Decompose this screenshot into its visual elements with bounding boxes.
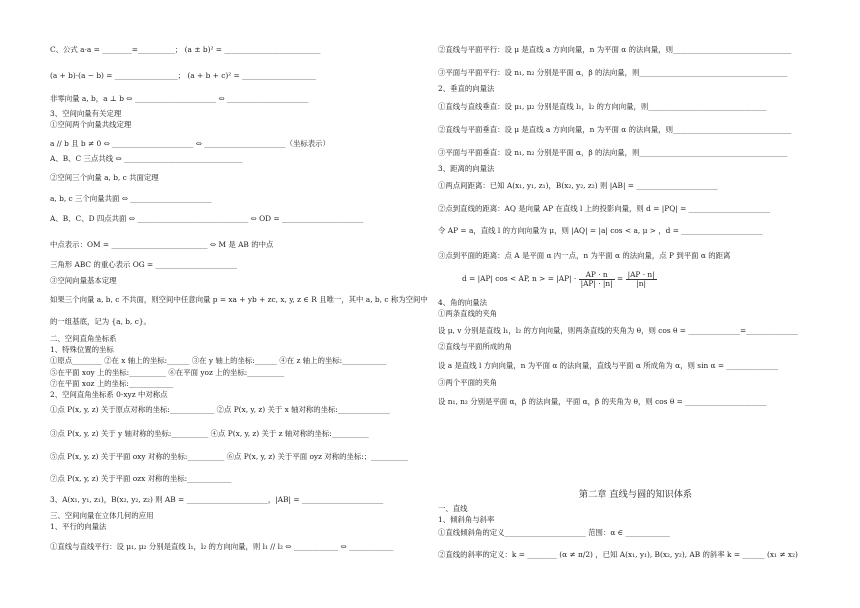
fraction-1-denominator: |AP| · |n| <box>580 278 613 288</box>
slope-x-condition: (x₁ ≠ x₂) <box>766 550 798 559</box>
fraction-2 <box>626 271 657 288</box>
line-plane-angle: 设 a 是直线 l 方向向量，n 为平面 α 的法向量，直线与平面 α 所成角为 α，则 sin α = ______________ <box>438 361 779 370</box>
plane-plane-perpendicular: ③平面与平面垂直：设 n₁, n₂ 分别是平面 α，β 的法向量，则________________________________________ <box>438 148 788 157</box>
section-heading: 3、空间向量有关定理 <box>50 109 122 118</box>
section-heading: 一、直线 <box>438 504 468 513</box>
section-heading: 二、空间直角坐标系 <box>50 334 117 343</box>
two-planes-angle: 设 n₁, n₂ 分别是平面 α，β 的法向量，平面 α，β 的夹角为 θ，则 cos θ = ______________________ <box>438 397 767 406</box>
slope-definition <box>438 545 798 565</box>
subheading: ②直线与平面所成的角 <box>438 342 512 351</box>
subheading: 1、特殊位置的坐标 <box>50 345 114 354</box>
symmetry-line-2: ③点 P(x, y, z) 关于 y 轴对称的坐标:__________ ④点 P(x, y, z) 关于 z 轴对称的坐标:__________ <box>50 429 369 438</box>
formula-dot-product-line: C、公式 a·a = ________=__________； (a ± b)² = __________________________ <box>50 45 321 54</box>
line-line-perpendicular: ①直线与直线垂直：设 μ₁, μ₂ 分别是直线 l₁，l₂ 的方向向量，则________________________________ <box>438 102 767 111</box>
two-point-distance: ①两点间距离：已知 A(x₁, y₁, z₁)，B(x₂, y₂, z₂) 则 |AB| = ______________________ <box>438 181 718 190</box>
slope-condition: (α ≠ π/2) <box>559 550 593 559</box>
fraction-2-denominator: |n| <box>636 278 646 288</box>
line-plane-perpendicular: ②直线与平面垂直：设 μ 是直线 a 方向向量，n 为平面 α 的法向量，则________________________________ <box>438 125 792 134</box>
symmetry-line-4: ⑦点 P(x, y, z) 关于平面 ozx 对称的坐标:____________ <box>50 474 232 483</box>
subheading: ③空间向量基本定理 <box>50 276 117 285</box>
special-coordinates-3: ⑦在平面 xoz 上的坐标:____________ <box>50 379 174 388</box>
coplanar-condition: a, b, c 三个向量共面 ⇔ ______________________ <box>50 194 212 203</box>
special-coordinates-2: ⑤在平面 xoy 上的坐标:__________ ⑥在平面 yoz 上的坐标:__________ <box>50 368 285 377</box>
point-plane-distance: ③点到平面的距离：点 A 是平面 α 内一点，n 为平面 α 的法向量，点 P 到平面 α 的距离 <box>438 251 731 260</box>
formula-product-line: (a + b)·(a − b) = _________________； (a + b + c)² = ____________________ <box>50 71 316 80</box>
midpoint-formula: 中点表示：OM = __________________________ ⇔ M 是 AB 的中点 <box>50 240 274 249</box>
three-points-collinear: A、B、C 三点共线 ⇔ ________________________________ <box>50 154 243 163</box>
centroid-formula: 三角形 ABC 的重心表示 OG = ______________________ <box>50 260 237 269</box>
subheading: ①空间两个向量共线定理 <box>50 120 132 129</box>
subheading: 2、垂直的向量法 <box>438 84 495 93</box>
point-line-distance-2: 令 AP = a，直线 l 的方向向量为 μ，则 |AQ| = |a| cos < a, μ > ，d = ______________________ <box>438 226 763 235</box>
inclination-definition: ①直线倾斜角的定义______________________ 范围：α ∈ ____________ <box>438 528 670 537</box>
fraction-2-numerator: |AP · n| <box>627 269 655 279</box>
line-plane-parallel: ②直线与平面平行：设 μ 是直线 a 方向向量，n 为平面 α 的法向量，则________________________________ <box>438 45 792 54</box>
slope-definition-text: ②直线的斜率的定义：k = ________ <box>438 550 557 559</box>
chapter-title: 第二章 直线与圆的知识体系 <box>578 489 693 500</box>
basis-theorem-cont: 的一组基底，记为 {a, b, c}。 <box>50 317 151 326</box>
subheading: ③两个平面的夹角 <box>438 378 498 387</box>
subheading: ①两条直线的夹角 <box>438 309 498 318</box>
perpendicular-condition: 非零向量 a, b，a ⊥ b ⇔ ______________________ ⇔ ______________________ <box>50 94 309 103</box>
symmetry-line-1: ①点 P(x, y, z) 关于原点对称的坐标:____________ ②点 P(x, y, z) 关于 x 轴对称的坐标:______________ <box>50 405 390 414</box>
fraction-1 <box>579 271 615 288</box>
point-line-distance: ②点到直线的距离：AQ 是向量 AP 在直线 l 上的投影向量，则 d = |PQ| = ______________________ <box>438 204 770 213</box>
subheading: 2、空间直角坐标系 0-xyz 中对称点 <box>50 390 168 399</box>
line-line-parallel: ①直线与直线平行：设 μ₁, μ₂ 分别是直线 l₁，l₂ 的方向向量，则 l₁ // l₂ ⇔ ____________ ⇔ ____________ <box>50 542 394 551</box>
two-lines-angle: 设 μ, v 分别是直线 l₁，l₂ 的方向向量，则两条直线的夹角为 θ，则 cos θ = ______________=______________ <box>438 326 798 335</box>
formula-left: d = |AP| cos < AP, n > = |AP| · <box>462 274 577 283</box>
symmetry-line-3: ⑤点 P(x, y, z) 关于平面 oxy 对称的坐标:__________ ⑥点 P(x, y, z) 关于平面 oyz 对称的坐标:；__________ <box>50 452 409 461</box>
collinear-condition: a // b 且 b ≠ 0 ⇔ ______________________ ⇔ ______________________（坐标表示） <box>50 139 330 148</box>
slope-two-points: ，已知 A(x₁, y₁), B(x₂, y₂), AB 的斜率 k = ______ <box>595 550 765 559</box>
point-plane-distance-formula <box>462 268 657 290</box>
plane-plane-parallel: ③平面与平面平行：设 n₁, n₂ 分别是平面 α，β 的法向量，则________________________________________ <box>438 68 788 77</box>
subheading: ②空间三个向量 a, b, c 共面定理 <box>50 173 159 182</box>
four-points-coplanar: A、B、C、D 四点共面 ⇔ ______________________________ ⇔ OD = ______________________ <box>50 214 364 223</box>
subheading: 1、平行的向量法 <box>50 522 107 531</box>
vector-ab-formula: 3、A(x₁, y₁, z₁)，B(x₂, y₂, z₂) 则 AB = ______________________，|AB| = ______________________ <box>50 495 384 504</box>
section-heading: 4、角的向量法 <box>438 298 488 307</box>
subheading: 1、倾斜角与斜率 <box>438 515 495 524</box>
section-heading: 三、空间向量在立体几何的应用 <box>50 511 154 520</box>
special-coordinates-1: ①原点________ ②在 x 轴上的坐标:______ ③在 y 轴上的坐标:______ ④在 z 轴上的坐标:____________ <box>50 356 387 365</box>
fraction-1-numerator: AP · n <box>579 271 615 280</box>
basis-theorem: 如果三个向量 a, b, c 不共面，则空间中任意向量 p = xa + yb + zc, x, y, z ∈ R 且唯一，其中 a, b, c 称为空间中 <box>50 295 428 304</box>
formula-equals: = <box>617 274 626 283</box>
subheading: 3、距离的向量法 <box>438 164 495 173</box>
